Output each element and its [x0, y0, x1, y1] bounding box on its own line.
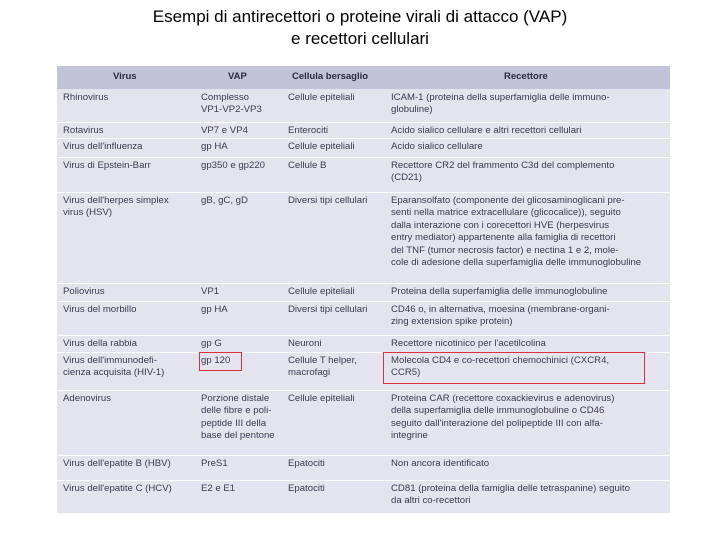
vap-cell: Complesso VP1-VP2-VP3	[201, 92, 262, 116]
header-vap: VAP	[228, 71, 247, 82]
table-row	[57, 456, 670, 481]
virus-cell: Virus dell'herpes simplex virus (HSV)	[63, 195, 169, 219]
target-cell-cell: Cellule T helper, macrofagi	[288, 355, 357, 379]
header-target-cell: Cellula bersaglio	[292, 71, 369, 82]
receptor-cell: Recettore CR2 del frammento C3d del complemento (CD21)	[391, 160, 615, 184]
receptor-highlight-box	[383, 352, 645, 384]
receptor-cell: Recettore nicotinico per l'acetilcolina	[391, 338, 546, 349]
receptor-cell: Molecola CD4 e co-recettori chemochinici (CXCR4, CCR5)	[391, 355, 610, 379]
vap-highlight-box	[199, 352, 242, 371]
vap-cell: gB, gC, gD	[201, 195, 248, 206]
header-virus: Virus	[113, 71, 137, 82]
virus-cell: Virus di Epstein-Barr	[63, 160, 151, 171]
vap-cell: gp HA	[201, 141, 228, 152]
receptor-cell: Proteina CAR (recettore coxackievirus e adenovirus) della superfamiglia delle immunoglobuline o CD46 seguito dall'interazione del polipeptide III con alfa- integrine	[391, 393, 615, 442]
table-row	[57, 284, 670, 302]
table-row	[57, 158, 670, 193]
receptor-cell: ICAM-1 (proteina della superfamiglia delle immuno- globuline)	[391, 92, 610, 116]
virus-cell: Virus dell'influenza	[63, 141, 143, 152]
receptor-cell: CD81 (proteina della famiglia delle tetraspanine) seguito da altri co-recettori	[391, 483, 630, 507]
virus-cell: Virus della rabbia	[63, 338, 137, 349]
virus-cell: Virus dell'epatite B (HBV)	[63, 458, 171, 469]
vap-cell: Porzione distale delle fibre e poli- peptide III della base del pentone	[201, 393, 275, 442]
vap-cell: VP1	[201, 286, 220, 297]
virus-cell: Rhinovirus	[63, 92, 109, 103]
virus-cell: Virus del morbillo	[63, 304, 137, 315]
target-cell-cell: Cellule epiteliali	[288, 286, 355, 297]
table-row	[57, 391, 670, 456]
target-cell-cell: Diversi tipi cellulari	[288, 304, 368, 315]
target-cell-cell: Cellule epiteliali	[288, 141, 355, 152]
table-row	[57, 90, 670, 123]
receptor-cell: Acido sialico cellulare	[391, 141, 483, 152]
virus-cell: Adenovirus	[63, 393, 111, 404]
receptor-table	[57, 66, 670, 513]
vap-cell: gp HA	[201, 304, 228, 315]
table-row	[57, 139, 670, 158]
target-cell-cell: Epatociti	[288, 483, 325, 494]
vap-cell: VP7 e VP4	[201, 125, 248, 136]
target-cell-cell: Enterociti	[288, 125, 328, 136]
target-cell-cell: Cellule epiteliali	[288, 92, 355, 103]
slide-title	[0, 6, 720, 50]
target-cell-cell: Cellule epiteliali	[288, 393, 355, 404]
table-row	[57, 123, 670, 139]
header-receptor: Recettore	[504, 71, 548, 82]
target-cell-cell: Epatociti	[288, 458, 325, 469]
vap-cell: gp350 e gp220	[201, 160, 266, 171]
virus-cell: Virus dell'epatite C (HCV)	[63, 483, 172, 494]
vap-cell: gp G	[201, 338, 222, 349]
target-cell-cell: Diversi tipi cellulari	[288, 195, 368, 206]
receptor-cell: Eparansolfato (componente dei glicosaminoglicani pre- senti nella matrice extracellulare (glicocalice)), seguito dalla interazione con i corecettori HVE (herpesvirus entry mediator) appartenente alla famiglia di recettori del TNF (tumor necrosis factor) e nectina 1 e 2, mole- cole di adesione della superfamiglia delle immunoglobuline	[391, 195, 642, 269]
receptor-cell: CD46 o, in alternativa, moesina (membrane-organi- zing extension spike protein)	[391, 304, 610, 328]
table-row	[57, 302, 670, 336]
slide-title-line2: e recettori cellulari	[291, 29, 429, 48]
receptor-cell: Proteina della superfamiglia delle immunoglobuline	[391, 286, 608, 297]
table-row	[57, 481, 670, 513]
vap-cell: gp 120	[201, 355, 231, 366]
target-cell-cell: Cellule B	[288, 160, 327, 171]
table-header	[57, 66, 670, 89]
virus-cell: Virus dell'immunodefi- cienza acquisita (HIV-1)	[63, 355, 165, 379]
virus-cell: Poliovirus	[63, 286, 105, 297]
slide-title-line1: Esempi di antirecettori o proteine virali di attacco (VAP)	[152, 7, 568, 26]
vap-cell: E2 e E1	[201, 483, 236, 494]
table-row	[57, 336, 670, 353]
receptor-cell: Non ancora identificato	[391, 458, 490, 469]
vap-cell: PreS1	[201, 458, 228, 469]
receptor-cell: Acido sialico cellulare e altri recettori cellulari	[391, 125, 582, 136]
virus-cell: Rotavirus	[63, 125, 104, 136]
target-cell-cell: Neuroni	[288, 338, 322, 349]
table-row	[57, 193, 670, 284]
